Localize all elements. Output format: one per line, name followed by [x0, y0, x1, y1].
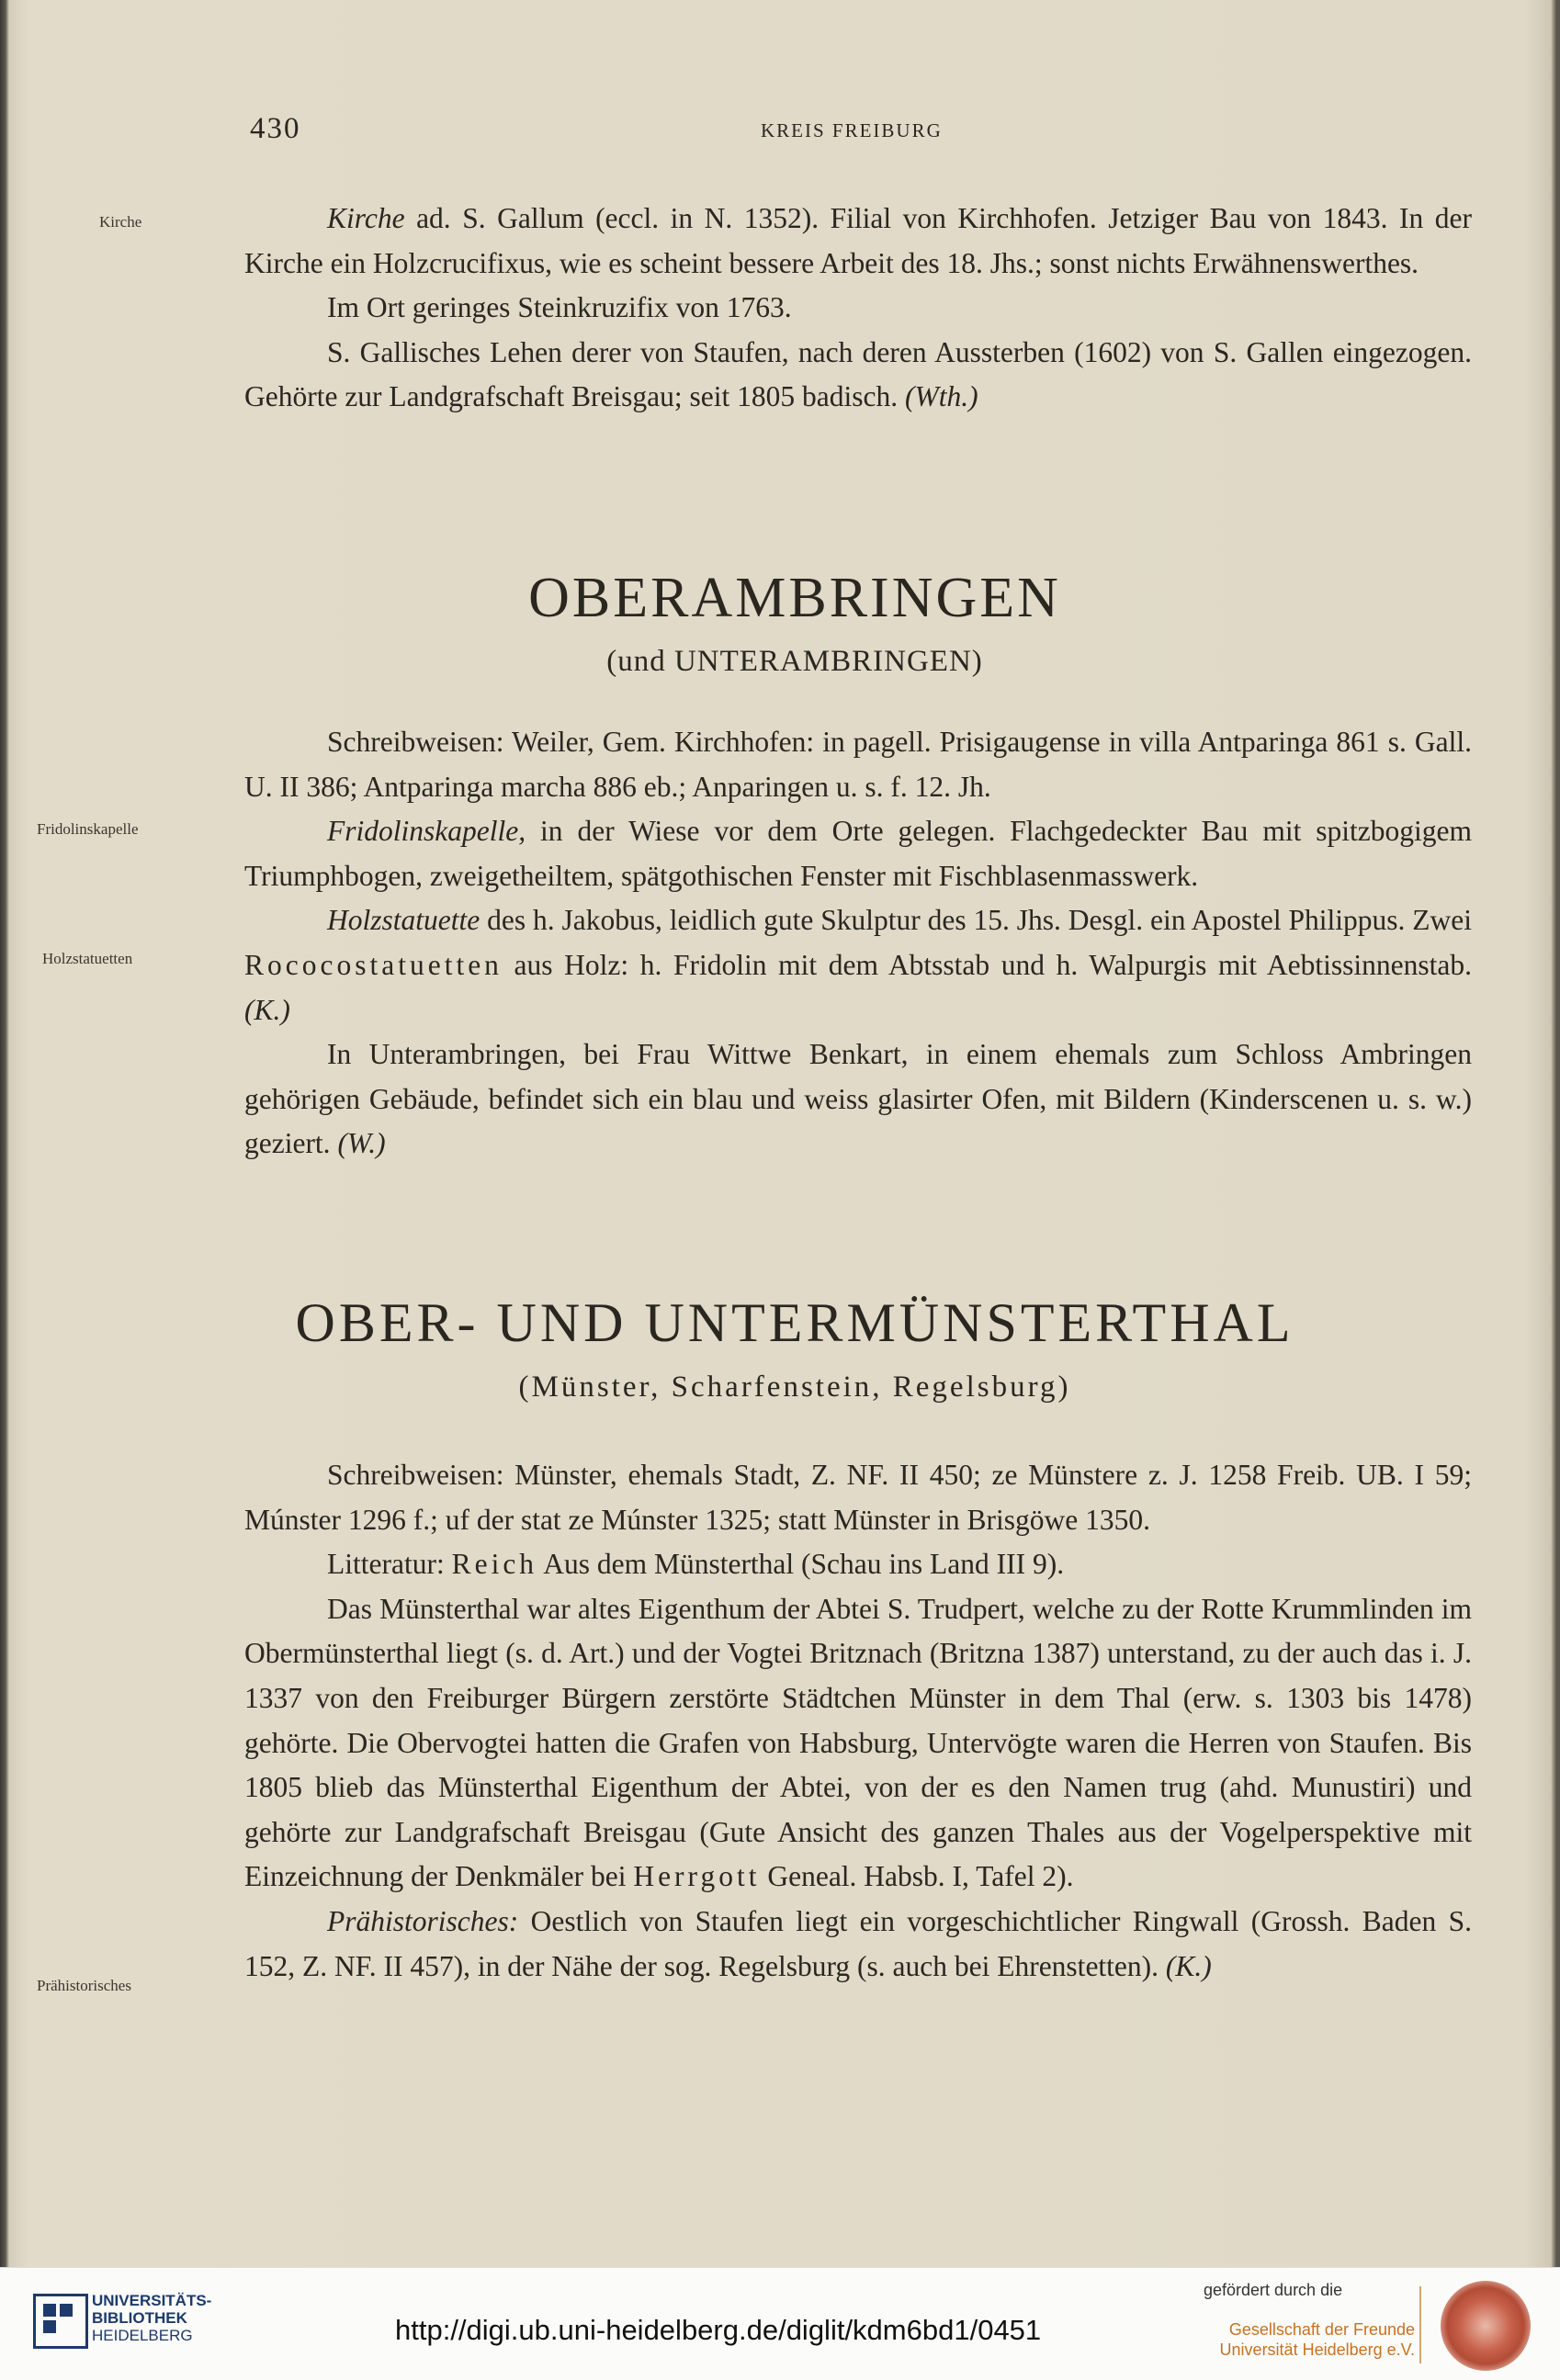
praehistorisches-lead: Prähistorisches:: [327, 1904, 519, 1937]
running-title: KREIS FREIBURG: [761, 119, 943, 141]
funded-by-label: gefördert durch die: [1204, 2281, 1343, 2299]
muensterthal-section: [244, 1453, 1472, 1989]
university-library-logo-icon: [33, 2294, 88, 2349]
library-name-line: HEIDELBERG: [92, 2327, 193, 2344]
unterambringen-text: In Unterambringen, bei Frau Wittwe Benkart, in einem ehemals zum Schloss Ambringen gehörigen Gebäude, befindet sich ein blau und weiss glasirter Ofen, mit Bildern (Kinderscenen u. s. w.) geziert.: [244, 1038, 1472, 1160]
holzstatuette-text-b: aus Holz: h. Fridolin mit dem Abtsstab und h. Walpurgis mit Aebtissinnenstab.: [502, 948, 1472, 981]
page-header: [9, 112, 1553, 149]
oberambringen-section: [244, 720, 1472, 1167]
lehen-paragraph: [244, 331, 1472, 420]
kirche-lead: Kirche: [327, 202, 405, 234]
history-text-b: Geneal. Habsb. I, Tafel 2).: [760, 1860, 1074, 1893]
university-library-name: [92, 2292, 211, 2344]
fridolinskapelle-text: in der Wiese vor dem Orte gelegen. Flachgedeckter Bau mit spitzbogigem Triumphbogen, zweigetheiltem, spätgothischen Fenster mit Fischblasenmasswerk.: [244, 815, 1472, 892]
history-paragraph: [244, 1587, 1472, 1900]
holzstatuette-lead: Holzstatuette: [327, 904, 480, 937]
schreibweisen-paragraph: Schreibweisen: Weiler, Gem. Kirchhofen: in pagell. Prisigaugense in villa Antparinga 861 s. Gall. U. II 386; Antparinga marcha 886 eb.; Anparingen u. s. f. 12. Jh.: [244, 726, 1472, 803]
herrgott-spaced: Herrgott: [633, 1860, 761, 1893]
holzstatuette-paragraph: [244, 898, 1472, 1032]
praehistorisches-paragraph: [244, 1900, 1472, 1989]
margin-note-praehistorisches: Prähistorisches: [37, 1977, 131, 1994]
praehistorisches-text: Oestlich von Staufen liegt ein vorgeschichtlicher Ringwall (Grossh. Baden S. 152, Z. NF. II 457), in der Nähe der sog. Regelsburg (s. auch bei Ehrenstetten).: [244, 1904, 1472, 1982]
digitization-footer: [0, 2267, 1560, 2380]
author-signature: (K.): [1165, 1949, 1212, 1982]
university-seal-icon: [1441, 2281, 1531, 2371]
steinkruzifix-paragraph: Im Ort geringes Steinkruzifix von 1763.: [327, 291, 792, 324]
litteratur-paragraph: [244, 1542, 1472, 1587]
fridolinskapelle-paragraph: [244, 809, 1472, 898]
section-subtitle-oberambringen: (und UNTERAMBRINGEN): [606, 645, 983, 678]
permalink-url[interactable]: http://digi.ub.uni-heidelberg.de/diglit/kdm6bd1/0451: [395, 2314, 1042, 2346]
author-signature: (Wth.): [905, 380, 978, 413]
fridolinskapelle-lead: Fridolinskapelle,: [327, 815, 526, 848]
library-name-line: UNIVERSITÄTS-: [92, 2292, 212, 2309]
litteratur-text: Aus dem Münsterthal (Schau ins Land III 9).: [537, 1548, 1065, 1581]
society-name-line: Gesellschaft der Freunde: [1228, 2320, 1415, 2339]
page-number: 430: [250, 112, 301, 145]
lehen-text: S. Gallisches Lehen derer von Staufen, nach deren Aussterben (1602) von S. Gallen eingezogen. Gehörte zur Landgrafschaft Breisgau; seit 1805 badisch.: [244, 335, 1472, 413]
section-subtitle-muensterthal: (Münster, Scharfenstein, Regelsburg): [518, 1370, 1071, 1404]
kirche-section: [244, 197, 1472, 420]
litteratur-label: Litteratur:: [327, 1548, 452, 1581]
author-signature: (K.): [244, 993, 290, 1026]
society-name[interactable]: [1176, 2319, 1415, 2360]
document-page: [9, 0, 1553, 2267]
author-signature: (W.): [337, 1127, 386, 1160]
section-title-oberambringen: OBERAMBRINGEN: [528, 567, 1061, 629]
unterambringen-paragraph: [244, 1032, 1472, 1167]
kirche-paragraph: [244, 197, 1472, 286]
history-text-a: Das Münsterthal war altes Eigenthum der Abtei S. Trudpert, welche zu der Rotte Krummlinden im Obermünsterthal liegt (s. d. Art.) und der Vogtei Britznach (Britzna 1387) unterstand, zu der auch das i. J. 1337 von den Freiburger Bürgern zerstörte Städtchen Münster in dem Thal (erw. s. 1303 bis 1478) gehörte. Die Obervogtei hatten die Grafen von Habsburg, Untervögte waren die Herren von Staufen. Bis 1805 blieb das Münsterthal Eigenthum der Abtei, von der es den Namen trug (ahd. Munustiri) und gehörte zur Landgrafschaft Breisgau (Gute Ansicht des ganzen Thales aus der Vogelperspektive mit Einzeichnung der Denkmäler bei: [244, 1592, 1472, 1893]
reich-spaced: Reich: [451, 1548, 538, 1581]
section-title-muensterthal: OBER- UND UNTERMÜNSTERTHAL: [295, 1292, 1294, 1353]
library-name-line: BIBLIOTHEK: [92, 2309, 187, 2327]
rococostatuetten-spaced: Rococostatuetten: [244, 948, 503, 981]
margin-note-fridolinskapelle: Fridolinskapelle: [37, 820, 139, 838]
footer-divider: [1419, 2286, 1421, 2363]
margin-note-kirche: Kirche: [99, 213, 142, 231]
kirche-text: ad. S. Gallum (eccl. in N. 1352). Filial von Kirchhofen. Jetziger Bau von 1843. In der Kirche ein Holzcrucifixus, wie es scheint bessere Arbeit des 18. Jhs.; sonst nichts Erwähnenswerthes.: [244, 202, 1472, 279]
holzstatuette-text-a: des h. Jakobus, leidlich gute Skulptur des 15. Jhs. Desgl. ein Apostel Philippus. Zwei: [480, 904, 1472, 937]
muenster-schreibweisen-paragraph: Schreibweisen: Münster, ehemals Stadt, Z. NF. II 450; ze Münstere z. J. 1258 Freib. UB. I 59; Múnster 1296 f.; uf der stat ze Múnster 1325; statt Münster in Brisgöwe 1350.: [244, 1459, 1472, 1536]
society-name-line: Universität Heidelberg e.V.: [1219, 2341, 1415, 2359]
margin-note-holzstatuetten: Holzstatuetten: [42, 950, 133, 967]
